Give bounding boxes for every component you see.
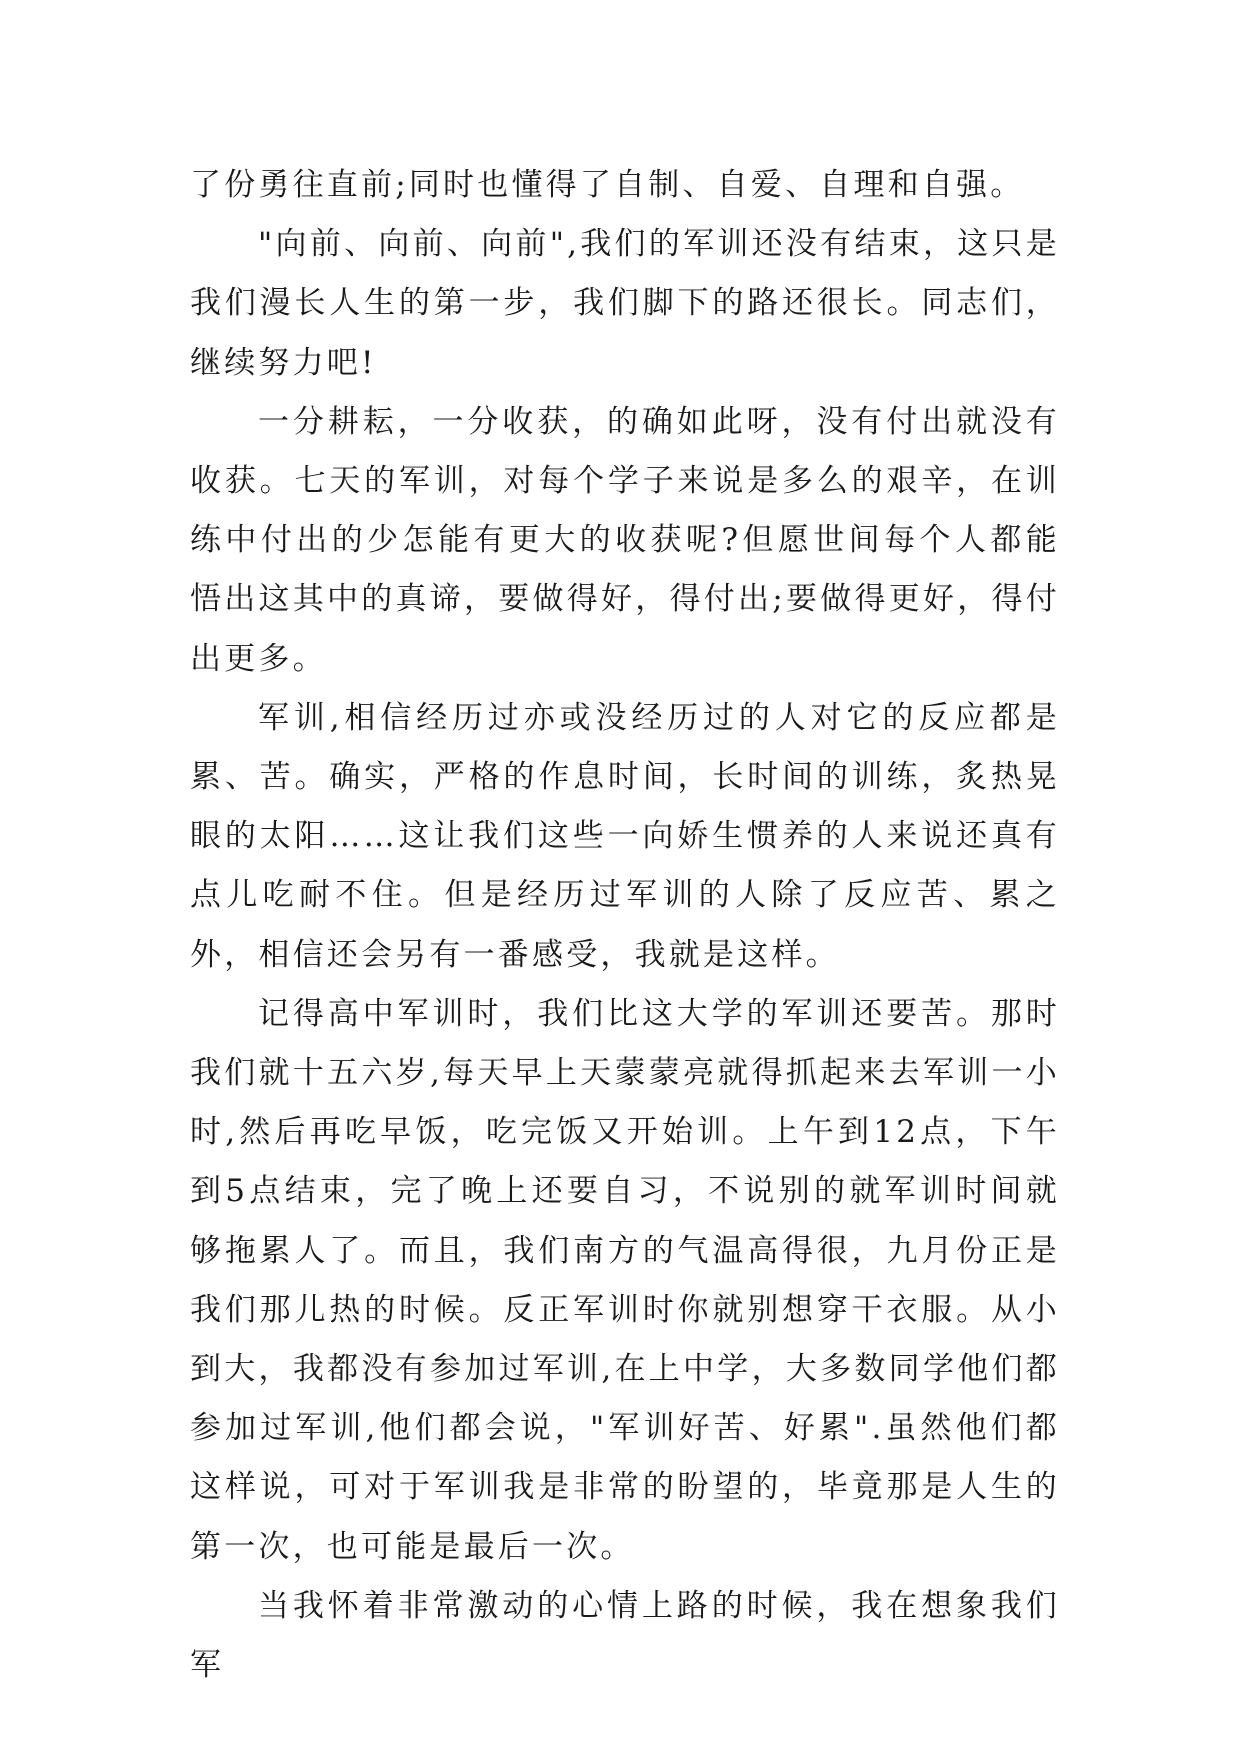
paragraph-5: 记得高中军训时，我们比这大学的军训还要苦。那时我们就十五六岁,每天早上天蒙蒙亮就得抓起来去军训一小时,然后再吃早饭，吃完饭又开始训。上午到12点，下午到5点结束，完了晚上还要自习，不说别的就军训时间就够拖累人了。而且，我们南方的气温高得很，九月份正是我们那儿热的时候。反正军训时你就别想穿干衣服。从小到大，我都没有参加过军训,在上中学，大多数同学他们都参加过军训,他们都会说，"军训好苦、好累".虽然他们都这样说，可对于军训我是非常的盼望的，毕竟那是人生的第一次，也可能是最后一次。 <box>190 995 1060 1565</box>
paragraph-4: 军训,相信经历过亦或没经历过的人对它的反应都是累、苦。确实，严格的作息时间，长时间的训练，炙热晃眼的太阳……这让我们这些一向娇生惯养的人来说还真有点儿吃耐不住。但是经历过军训的人除了反应苦、累之外，相信还会另有一番感受，我就是这样。 <box>190 699 1060 973</box>
paragraph-2: "向前、向前、向前",我们的军训还没有结束，这只是我们漫长人生的第一步，我们脚下的路还很长。同志们，继续努力吧! <box>190 226 1060 381</box>
document-body <box>190 156 1060 1695</box>
paragraph-1: 了份勇往直前;同时也懂得了自制、自爱、自理和自强。 <box>190 167 1025 203</box>
paragraph-6: 当我怀着非常激动的心情上路的时候，我在想象我们军 <box>190 1587 1060 1684</box>
paragraph-3: 一分耕耘，一分收获，的确如此呀，没有付出就没有收获。七天的军训，对每个学子来说是多么的艰辛，在训练中付出的少怎能有更大的收获呢?但愿世间每个人都能悟出这其中的真谛，要做得好，得付出;要做得更好，得付出更多。 <box>190 403 1060 677</box>
